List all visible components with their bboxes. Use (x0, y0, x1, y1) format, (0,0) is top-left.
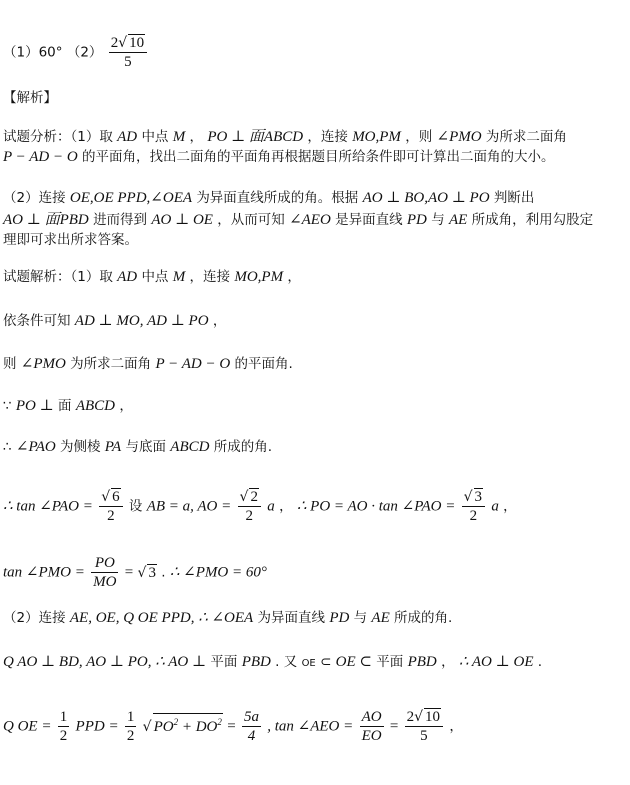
math: tan ∠PMO = (3, 564, 85, 581)
text: ， (449, 718, 463, 735)
text: ， (189, 129, 204, 145)
math: ∴ ∠PMO = 60° (169, 564, 267, 581)
sqrt-sign: √ (137, 564, 147, 581)
exponent: 2 (217, 716, 222, 727)
answer-part1: （1）60° (3, 44, 63, 61)
numerator: PO (91, 554, 118, 573)
text: 与 (353, 610, 368, 626)
numerator: AO (361, 709, 382, 725)
text: 为所求二面角 (70, 356, 152, 372)
numerator: 1 (126, 709, 135, 725)
fraction: $\frac{√ 3}{2}$ (462, 488, 485, 525)
text: 所成角，利用勾股定 (471, 212, 594, 228)
denominator: 2 (59, 728, 68, 744)
text: 的平面角. (234, 356, 293, 372)
section-title: 【解析】 (3, 90, 57, 106)
math: AD ⊥ MO, AD ⊥ PO (74, 313, 209, 329)
math: ABCD (170, 439, 210, 455)
math: PD (329, 610, 350, 626)
text: ，从而可知 (217, 212, 285, 228)
sqrt-sign: √ (118, 35, 128, 51)
text: 为异面直线所成的角。根据 (196, 190, 359, 206)
exponent: 2 (173, 716, 179, 727)
text: （2）连接 (3, 610, 66, 626)
answer-part2-label: （2） (66, 44, 103, 61)
subset-symbol: ⊂ (320, 654, 332, 670)
equals: = (389, 718, 399, 735)
text: 与底面 (125, 439, 166, 455)
denominator: MO (93, 574, 117, 590)
numerator: 1 (59, 709, 68, 725)
math: AO ⊥ OE (151, 212, 213, 228)
solution-line-9 (3, 652, 542, 674)
math: AE, OE, Q OE PPD, ∴ ∠OEA (69, 610, 254, 626)
fraction: $\frac{√ 6}{2}$ (99, 488, 122, 525)
math: Q OE = (3, 718, 52, 735)
fraction: $\frac{√ 2}{2}$ (238, 488, 261, 525)
solution-line-1 (3, 267, 301, 287)
therefore-symbol: ∴ (3, 439, 12, 455)
small-text: OE (301, 658, 316, 669)
math: PBD (407, 654, 437, 670)
text: ， (119, 398, 133, 414)
text: 是异面直线 (335, 212, 403, 228)
text: 的平面角，找出二面角的平面角再根据题目所给条件即可计算出二面角的大小。 (82, 149, 555, 165)
math: PO (153, 718, 174, 735)
denominator: 5 (420, 728, 428, 744)
denominator: 2 (107, 508, 115, 524)
radicand: 3 (148, 564, 156, 581)
text: . 又 (275, 654, 298, 670)
math: PBD (241, 654, 271, 670)
text: 设 (128, 498, 143, 515)
math: ∠PMO (436, 129, 482, 145)
radicand: 3 (474, 489, 483, 505)
analysis-line-4 (3, 210, 593, 230)
math: M (172, 269, 186, 285)
solution-line-8 (3, 608, 452, 628)
denominator: 2 (126, 728, 135, 744)
text: 依条件可知 (3, 313, 71, 329)
text: ，则 (405, 129, 433, 145)
math: AO ⊥ BO,AO ⊥ PO (362, 190, 490, 206)
text: 面 (58, 398, 72, 414)
text: . (161, 564, 166, 581)
math: ∴ AO ⊥ OE (458, 654, 534, 670)
text: 试题分析：（1）取 (3, 129, 113, 145)
text: ，连接 (307, 129, 348, 145)
math: ∠AEO (289, 212, 331, 228)
analysis-line-1 (3, 127, 567, 147)
numerator: 5a (243, 709, 259, 725)
math: ∠PAO (15, 439, 56, 455)
math: MO,PM (234, 269, 284, 285)
math: PO ⊥ 面ABCD (207, 129, 304, 145)
text: 判断出 (493, 190, 535, 206)
math: AD (117, 129, 138, 145)
text: . (537, 654, 543, 670)
text: ， (212, 313, 227, 329)
math: P − AD − O (3, 149, 78, 165)
text: 与 (431, 212, 445, 228)
math: AO ⊥ 面PBD (3, 212, 89, 228)
math: ∠PMO (20, 356, 66, 372)
text: 所成的角. (394, 610, 453, 626)
fraction (125, 708, 137, 745)
text: 中点 (141, 129, 169, 145)
answer-part2-fraction (109, 34, 147, 71)
text: 中点 (141, 269, 169, 285)
text: ，连接 (189, 269, 231, 285)
radicand: 10 (425, 709, 441, 725)
math: AE (448, 212, 468, 228)
radicand: 2 (250, 489, 258, 505)
equals: = (227, 718, 236, 735)
answer-line (3, 34, 149, 71)
coefficient: 2 (406, 709, 415, 725)
answer-denominator: 5 (124, 54, 132, 70)
solution-line-6 (3, 488, 517, 525)
solution-line-2 (3, 311, 226, 331)
math: a (267, 498, 275, 515)
math: ∴ PO = AO · tan ∠PAO = (296, 498, 456, 515)
math: PA (104, 439, 122, 455)
fraction: $\frac{2√ 10}{5}$ (405, 708, 443, 745)
text: 平面 (210, 654, 238, 670)
solution-line-5 (3, 437, 272, 457)
math: Q AO ⊥ BD, AO ⊥ PO, ∴ AO ⊥ (3, 654, 207, 670)
math: AD (117, 269, 138, 285)
text: ， (279, 498, 293, 515)
text: 为所求二面角 (485, 129, 567, 145)
text: 进而得到 (93, 212, 148, 228)
analysis-line-2 (3, 147, 555, 167)
text: 平面 (376, 654, 404, 670)
denominator: 4 (247, 728, 256, 744)
math: MO,PM (352, 129, 401, 145)
text: ， (287, 269, 301, 285)
denominator: 2 (469, 508, 478, 524)
solution-line-4 (3, 396, 133, 416)
text: 试题解析：（1）取 (3, 269, 113, 285)
math: AE (371, 610, 390, 626)
math: + DO (178, 718, 218, 735)
text: （2）连接 (3, 190, 66, 206)
analysis-line-3 (3, 188, 534, 208)
math: OE,OE PPD,∠OEA (69, 190, 193, 206)
text: ， (441, 654, 455, 670)
text: 所成的角. (213, 439, 273, 455)
fraction (242, 708, 261, 745)
math: P − AD − O (155, 356, 231, 372)
math: PPD = (75, 718, 119, 735)
solution-line-3 (3, 354, 293, 374)
sqrt-sign: √ (142, 718, 152, 735)
analysis-line-5: 理即可求出所求答案。 (3, 232, 138, 248)
text: 为侧棱 (59, 439, 101, 455)
math: AB = a, AO = (146, 498, 232, 515)
math: OE ⊂ (335, 654, 372, 670)
math: a (491, 498, 499, 515)
text: 则 (3, 356, 17, 372)
answer-radicand: 10 (129, 35, 145, 51)
solution-line-10 (3, 708, 463, 745)
math: ABCD (75, 398, 116, 414)
equals: = (124, 564, 134, 581)
radicand (153, 713, 223, 735)
denominator: 2 (245, 508, 253, 524)
math: PO ⊥ (15, 398, 54, 414)
text: ， (503, 498, 517, 515)
answer-coef: 2 (110, 35, 119, 51)
radicand: 6 (112, 489, 120, 505)
math: PD (406, 212, 427, 228)
solution-line-7 (3, 554, 267, 591)
because-symbol: ∵ (3, 398, 12, 414)
fraction (360, 708, 384, 745)
fraction (58, 708, 70, 745)
denominator: EO (361, 728, 382, 744)
math: , tan ∠AEO = (267, 718, 354, 735)
text: 为异面直线 (257, 610, 326, 626)
math: M (172, 129, 186, 145)
math: ∴ tan ∠PAO = (3, 498, 93, 515)
fraction (91, 554, 118, 591)
